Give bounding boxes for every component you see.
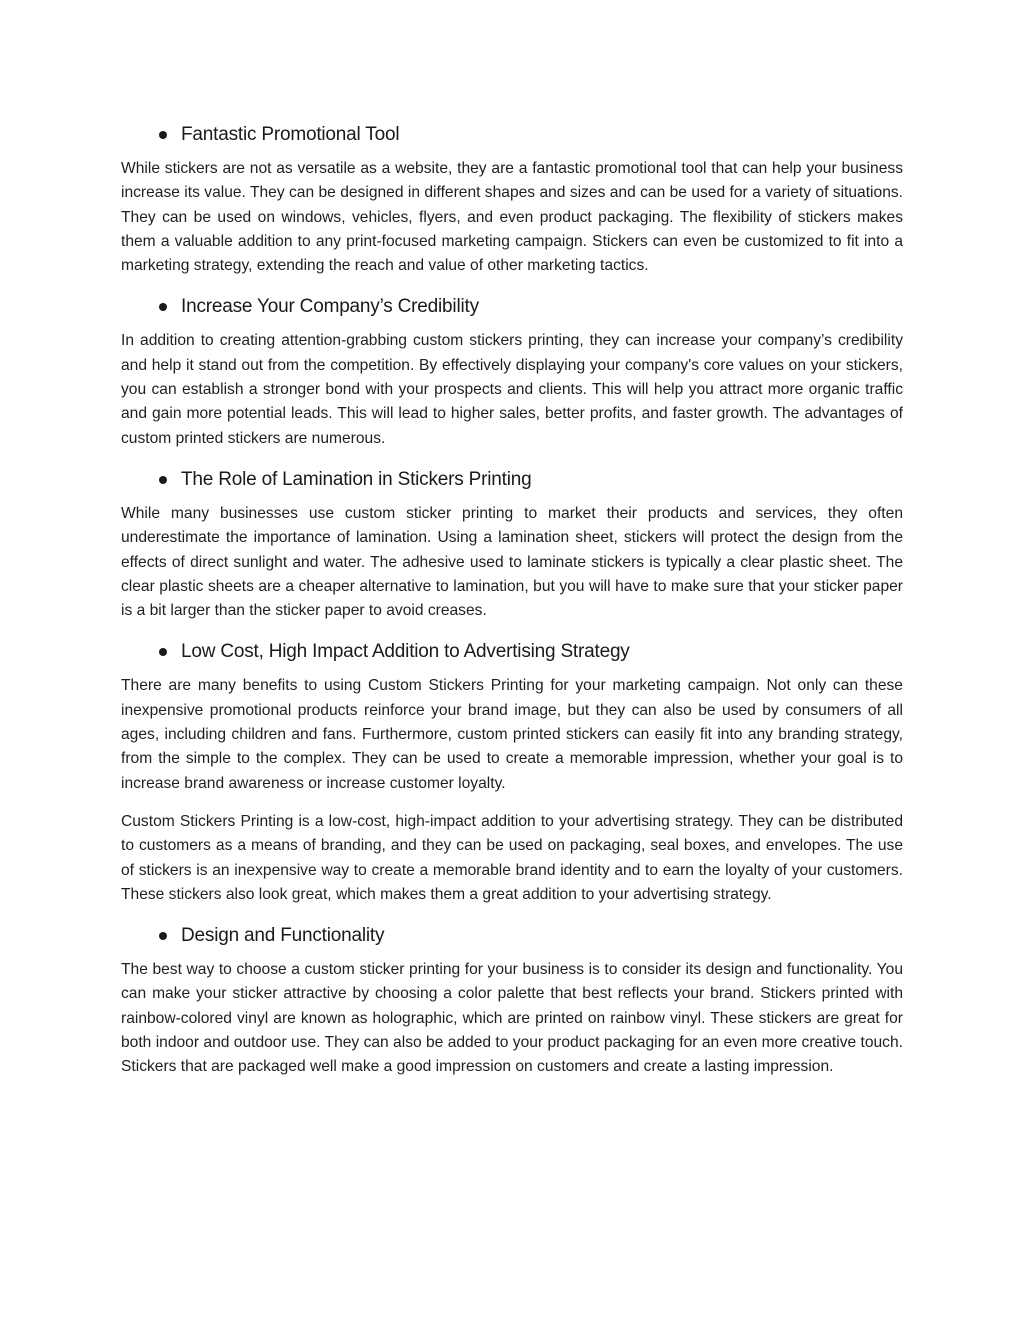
section-heading xyxy=(121,292,903,322)
heading-text: Fantastic Promotional Tool xyxy=(181,124,400,145)
bullet-icon xyxy=(159,131,167,139)
paragraph: In addition to creating attention-grabbing custom stickers printing, they can increase your company’s credibility and help it stand out from the competition. By effectively displaying your company's core values on your stickers, you can establish a stronger bond with your prospects and clients. This will help you attract more organic traffic and gain more potential leads. This will lead to higher sales, better profits, and faster growth. The advantages of custom printed stickers are numerous. xyxy=(121,332,903,447)
section-increase-credibility xyxy=(121,292,903,450)
heading-text: Design and Functionality xyxy=(181,925,385,947)
section-low-cost-high-impact xyxy=(121,637,903,907)
section-heading xyxy=(121,120,903,150)
section-heading xyxy=(121,637,903,667)
section-role-of-lamination xyxy=(121,465,903,623)
heading-text: The Role of Lamination in Stickers Printing xyxy=(181,468,532,490)
paragraph: While many businesses use custom sticker printing to market their products and services, they often underestimate the importance of lamination. Using a lamination sheet, stickers will protect the design from the effects of direct sunlight and water. The adhesive used to laminate stickers is typically a clear plastic sheet. The clear plastic sheets are a cheaper alternative to lamination, but you will have to make sure that your sticker paper is a bit larger than the sticker paper to avoid creases. xyxy=(121,504,903,620)
section-heading xyxy=(121,465,903,495)
section-fantastic-promotional-tool xyxy=(121,120,903,278)
paragraph: Custom Stickers Printing is a low-cost, high-impact addition to your advertising strategy. They can be distributed to customers as a means of branding, and they can be used on packaging, seal boxes, and envelopes. The use of stickers is an inexpensive way to create a memorable brand identity and to earn the loyalty of your customers. These stickers also look great, which makes them a great addition to your advertising strategy. xyxy=(121,812,903,903)
bullet-icon xyxy=(159,648,167,656)
heading-text: Low Cost, High Impact Addition to Advertising Strategy xyxy=(181,641,630,663)
bullet-icon xyxy=(159,476,167,484)
bullet-icon xyxy=(159,303,167,311)
paragraph: There are many benefits to using Custom Stickers Printing for your marketing campaign. Not only can these inexpensive promotional products reinforce your brand image, but they can also be used by consumers of all ages, including children and fans. Furthermore, custom printed stickers can easily fit into any branding strategy, from the simple to the complex. They can be used to create a memorable impression, whether your goal is to increase brand awareness or increase customer loyalty. xyxy=(121,677,903,792)
heading-text: Increase Your Company’s Credibility xyxy=(181,296,479,318)
paragraph: While stickers are not as versatile as a website, they are a fantastic promotional tool that can help your business increase its value. They can be designed in different shapes and sizes and can be used for a variety of situations. They can be used on windows, vehicles, flyers, and even product packaging. The flexibility of stickers makes them a valuable addition to any print-focused marketing campaign. Stickers can even be customized to fit into a marketing strategy, extending the reach and value of other marketing tactics. xyxy=(121,160,903,275)
paragraph: The best way to choose a custom sticker printing for your business is to consider its design and functionality. You can make your sticker attractive by choosing a color palette that best reflects your brand. Stickers printed with rainbow-colored vinyl are known as holographic, which are printed on rainbow vinyl. These stickers are great for both indoor and outdoor use. They can also be added to your product packaging for an even more creative touch. Stickers that are packaged well make a good impression on customers and create a lasting impression. xyxy=(121,961,903,1076)
section-heading xyxy=(121,921,903,951)
section-design-and-functionality xyxy=(121,921,903,1079)
bullet-icon xyxy=(159,932,167,940)
document-body xyxy=(121,120,903,1094)
